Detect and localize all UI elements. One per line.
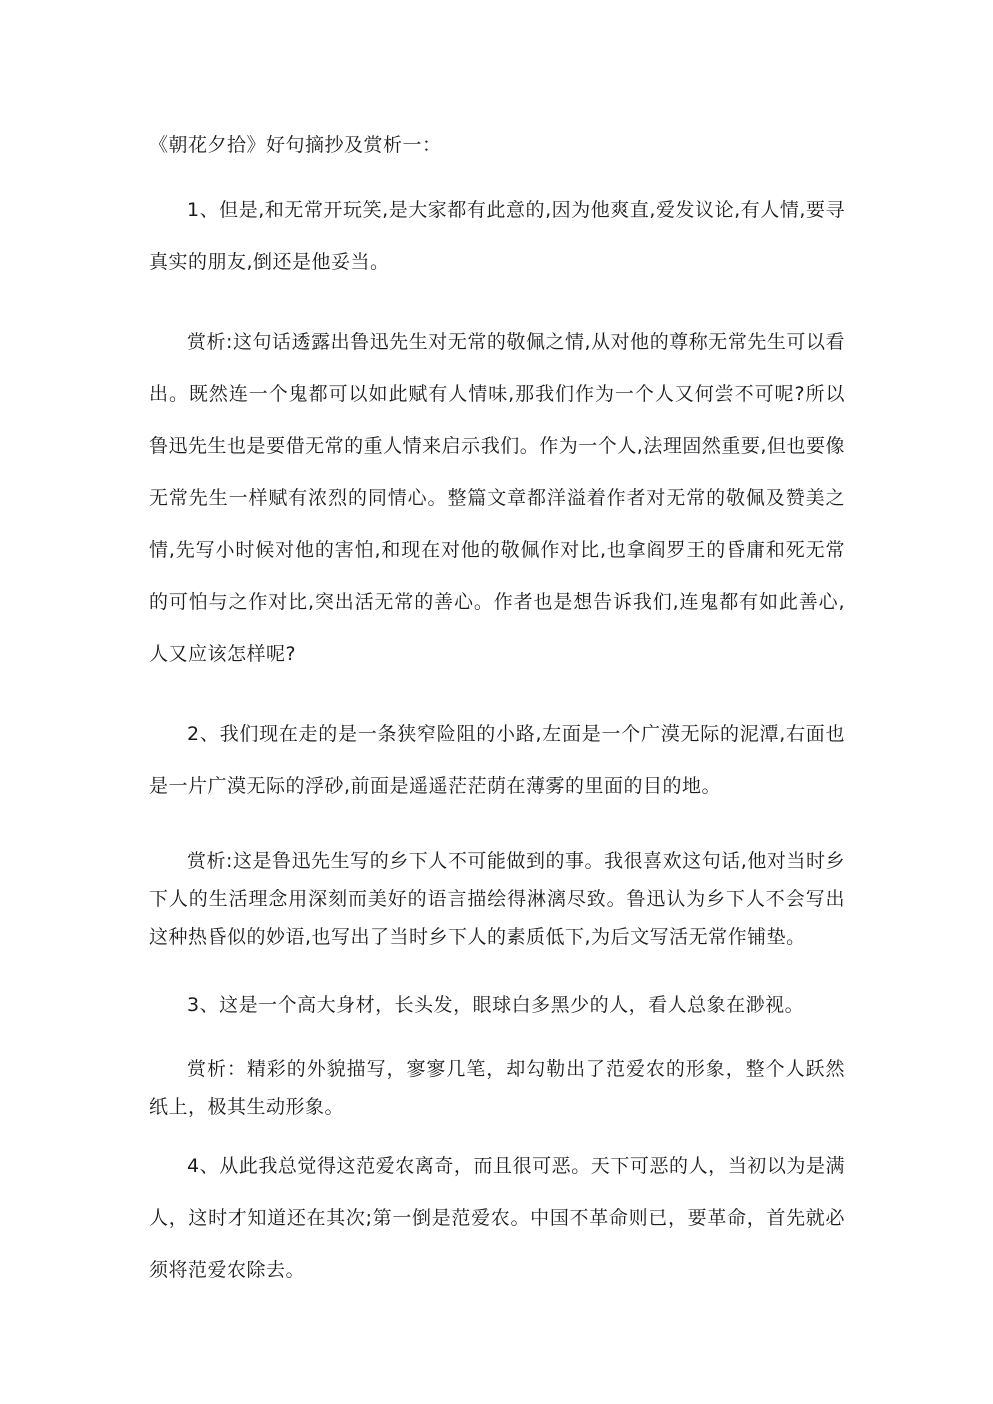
quote-paragraph-2: 2、我们现在走的是一条狭窄险阻的小路,左面是一个广漠无际的泥潭,右面也是一片广漠无际的浮砂,前面是遥遥茫茫荫在薄雾的里面的目的地。 xyxy=(149,723,845,797)
quote-paragraph-3: 3、这是一个高大身材，长头发，眼球白多黑少的人，看人总象在渺视。 xyxy=(187,994,805,1016)
document-title: 《朝花夕拾》好句摘抄及赏析一： xyxy=(149,134,442,156)
quote-paragraph-1: 1、但是,和无常开玩笑,是大家都有此意的,因为他爽直,爱发议论,有人情,要寻真实的朋友,倒还是他妥当。 xyxy=(149,199,845,273)
analysis-paragraph-2: 赏析:这是鲁迅先生写的乡下人不可能做到的事。我很喜欢这句话,他对当时乡下人的生活理念用深刻而美好的语言描绘得淋漓尽致。鲁迅认为乡下人不会写出这种热昏似的妙语,也写出了当时乡下人的素质低下,为后文写活无常作铺垫。 xyxy=(149,850,845,948)
document-body xyxy=(149,128,845,1296)
analysis-paragraph-1: 赏析:这句话透露出鲁迅先生对无常的敬佩之情,从对他的尊称无常先生可以看出。既然连一个鬼都可以如此赋有人情味,那我们作为一个人又何尝不可呢?所以鲁迅先生也是要借无常的重人情来启示我们。作为一个人,法理固然重要,但也要像无常先生一样赋有浓烈的同情心。整篇文章都洋溢着作者对无常的敬佩及赞美之情,先写小时候对他的害怕,和现在对他的敬佩作对比,也拿阎罗王的昏庸和死无常的可怕与之作对比,突出活无常的善心。作者也是想告诉我们,连鬼都有如此善心,人又应该怎样呢? xyxy=(149,331,845,665)
quote-paragraph-4: 4、从此我总觉得这范爱农离奇，而且很可恶。天下可恶的人，当初以为是满人，这时才知道还在其次;第一倒是范爱农。中国不革命则已，要革命，首先就必须将范爱农除去。 xyxy=(149,1155,845,1281)
analysis-paragraph-3: 赏析：精彩的外貌描写，寥寥几笔，却勾勒出了范爱农的形象，整个人跃然纸上，极其生动形象。 xyxy=(149,1058,845,1118)
